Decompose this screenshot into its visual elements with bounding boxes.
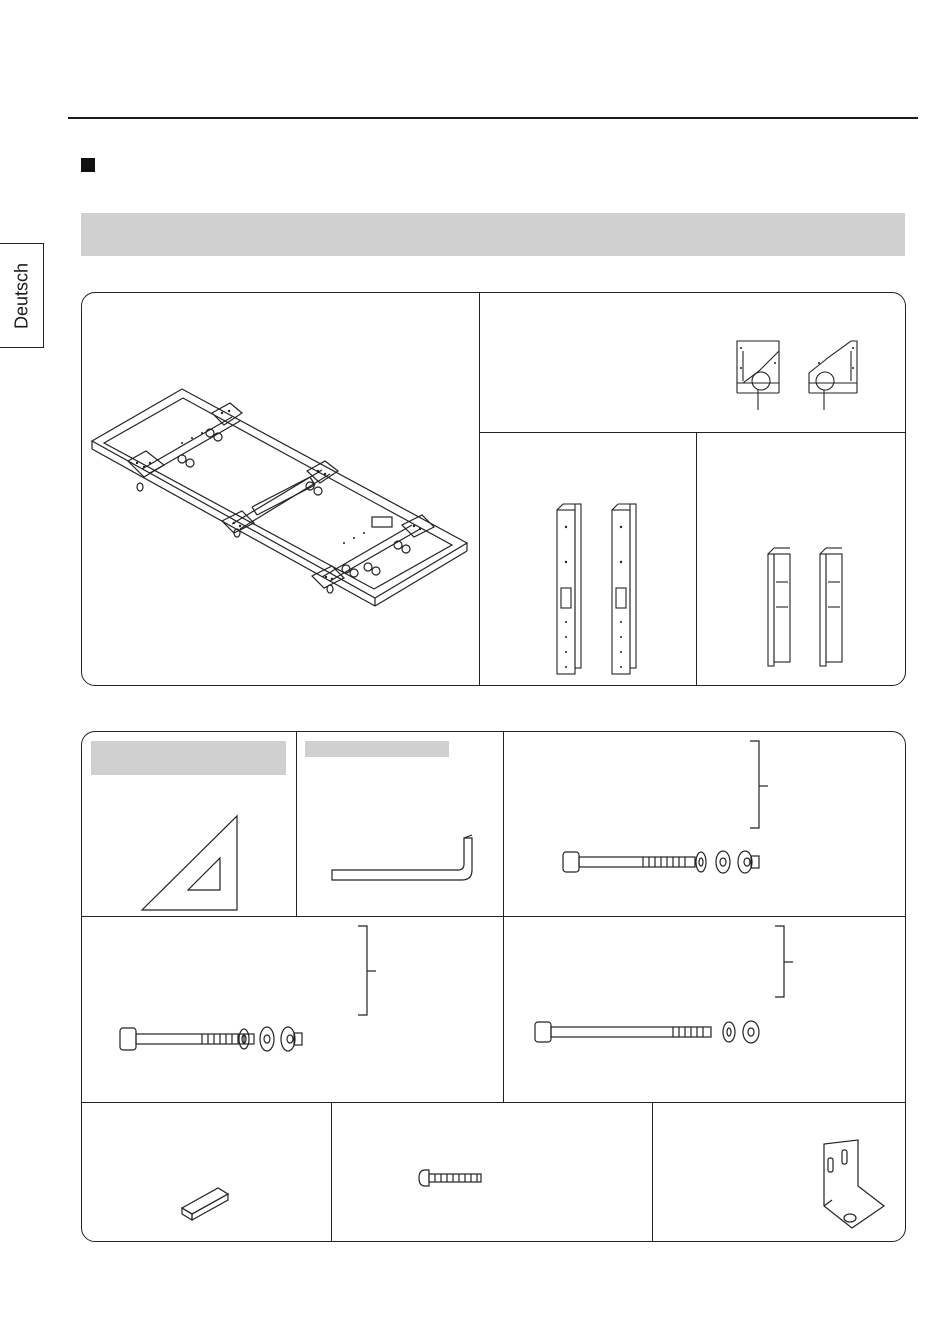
hex-key-icon: [296, 732, 503, 916]
corner-bracket-cell: [479, 293, 906, 432]
main-parts-panel: [81, 292, 906, 686]
angle-bracket-cell: [652, 1102, 906, 1242]
spacer-plate-icon: [82, 1102, 331, 1242]
set-square-cell: [82, 732, 296, 916]
spacer-plate-cell: [82, 1102, 331, 1242]
bolt-set-a-illustration: [503, 732, 906, 916]
base-frame-illustration: [82, 293, 479, 686]
upright-columns-cell: [479, 432, 696, 686]
bolt-set-b-illustration: [82, 916, 503, 1102]
language-tab[interactable]: [0, 243, 44, 348]
bolt-set-c-illustration: [503, 916, 906, 1102]
section-title-band: [81, 213, 905, 256]
top-rule: [68, 117, 918, 119]
screw-icon: [331, 1102, 652, 1242]
bolt-set-c-cell: [503, 916, 906, 1102]
channel-posts-illustration: [696, 432, 906, 686]
base-frame-cell: [82, 293, 479, 686]
upright-columns-illustration: [479, 432, 696, 686]
corner-brackets-illustration: [479, 293, 906, 432]
hex-key-cell: [296, 732, 503, 916]
language-tab-label: Deutsch: [11, 262, 31, 329]
bolt-set-b-cell: [82, 916, 503, 1102]
angle-bracket-icon: [652, 1102, 906, 1242]
channel-posts-cell: [696, 432, 906, 686]
bolt-set-a-cell: [503, 732, 906, 916]
set-square-icon: [82, 732, 296, 916]
screw-cell: [331, 1102, 652, 1242]
section-bullet-square: [81, 158, 95, 172]
accessories-panel: [81, 731, 906, 1242]
